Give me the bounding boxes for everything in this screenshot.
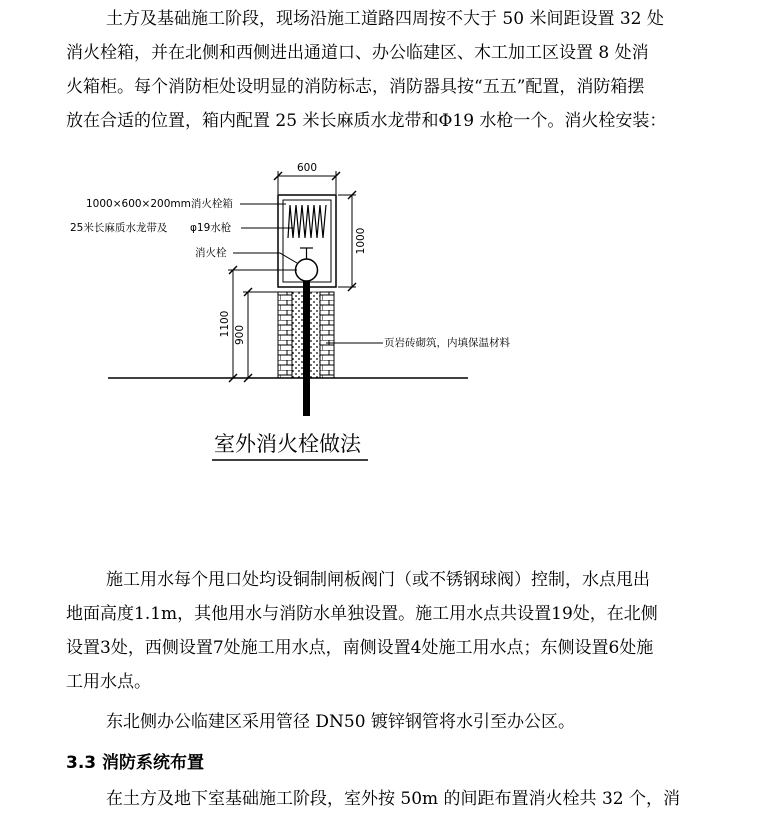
text-line: 设置3处，西侧设置7处施工用水点，南侧设置4处施工用水点；东侧设置6处施 (66, 638, 654, 658)
text-line: 在土方及地下室基础施工阶段，室外按 50m 的间距布置消火栓共 32 个，消 (106, 789, 680, 809)
label-brick-masonry: 页岩砖砌筑，内填保温材料 (384, 337, 510, 349)
dim-900-label: 900 (234, 324, 246, 346)
dim-1100-label: 1100 (219, 310, 231, 338)
text-line: 东北侧办公临建区采用管径 DN50 镀锌钢管将水引至办公区。 (106, 712, 575, 732)
label-hose: 25米长麻质水龙带及 (70, 222, 168, 234)
section-heading: 3.3 消防系统布置 (66, 753, 205, 773)
figure-caption (212, 432, 368, 460)
dimension-width (274, 162, 340, 194)
text-line: 地面高度1.1m，其他用水与消防水单独设置。施工用水点共设置19处，在北侧 (66, 604, 658, 624)
dimension-box-height (338, 191, 367, 291)
label-nozzle: φ19水枪 (190, 222, 232, 234)
dim-1000-label: 1000 (355, 227, 367, 255)
paragraph-office-water (66, 705, 706, 739)
label-hydrant-box: 1000×600×200mm消火栓箱 (86, 198, 233, 210)
text-line: 土方及基础施工阶段，现场沿施工道路四周按不大于 50 米间距设置 32 处 (106, 9, 664, 29)
text-line: 工用水点。 (66, 672, 151, 692)
paragraph-construction-water (66, 563, 706, 699)
text-line: 火箱柜。每个消防柜处设明显的消防标志，消防器具按“五五”配置，消防箱摆 (66, 77, 645, 97)
paragraph-fire-hydrant-layout (66, 2, 706, 138)
dim-600-label: 600 (296, 162, 318, 174)
paragraph-fire-system (66, 782, 706, 816)
caption-text: 室外消火栓做法 (214, 432, 361, 456)
hydrant-installation-diagram (0, 150, 760, 470)
text-line: 施工用水每个甩口处均设铜制闸板阀门（或不锈钢球阀）控制，水点甩出 (106, 570, 650, 590)
text-line: 放在合适的位置，箱内配置 25 米长麻质水龙带和Φ19 水枪一个。消火栓安装： (66, 111, 667, 131)
text-line: 消火栓箱，并在北侧和西侧进出通道口、办公临建区、木工加工区设置 8 处消 (66, 43, 649, 63)
label-hydrant: 消火栓 (195, 247, 227, 259)
